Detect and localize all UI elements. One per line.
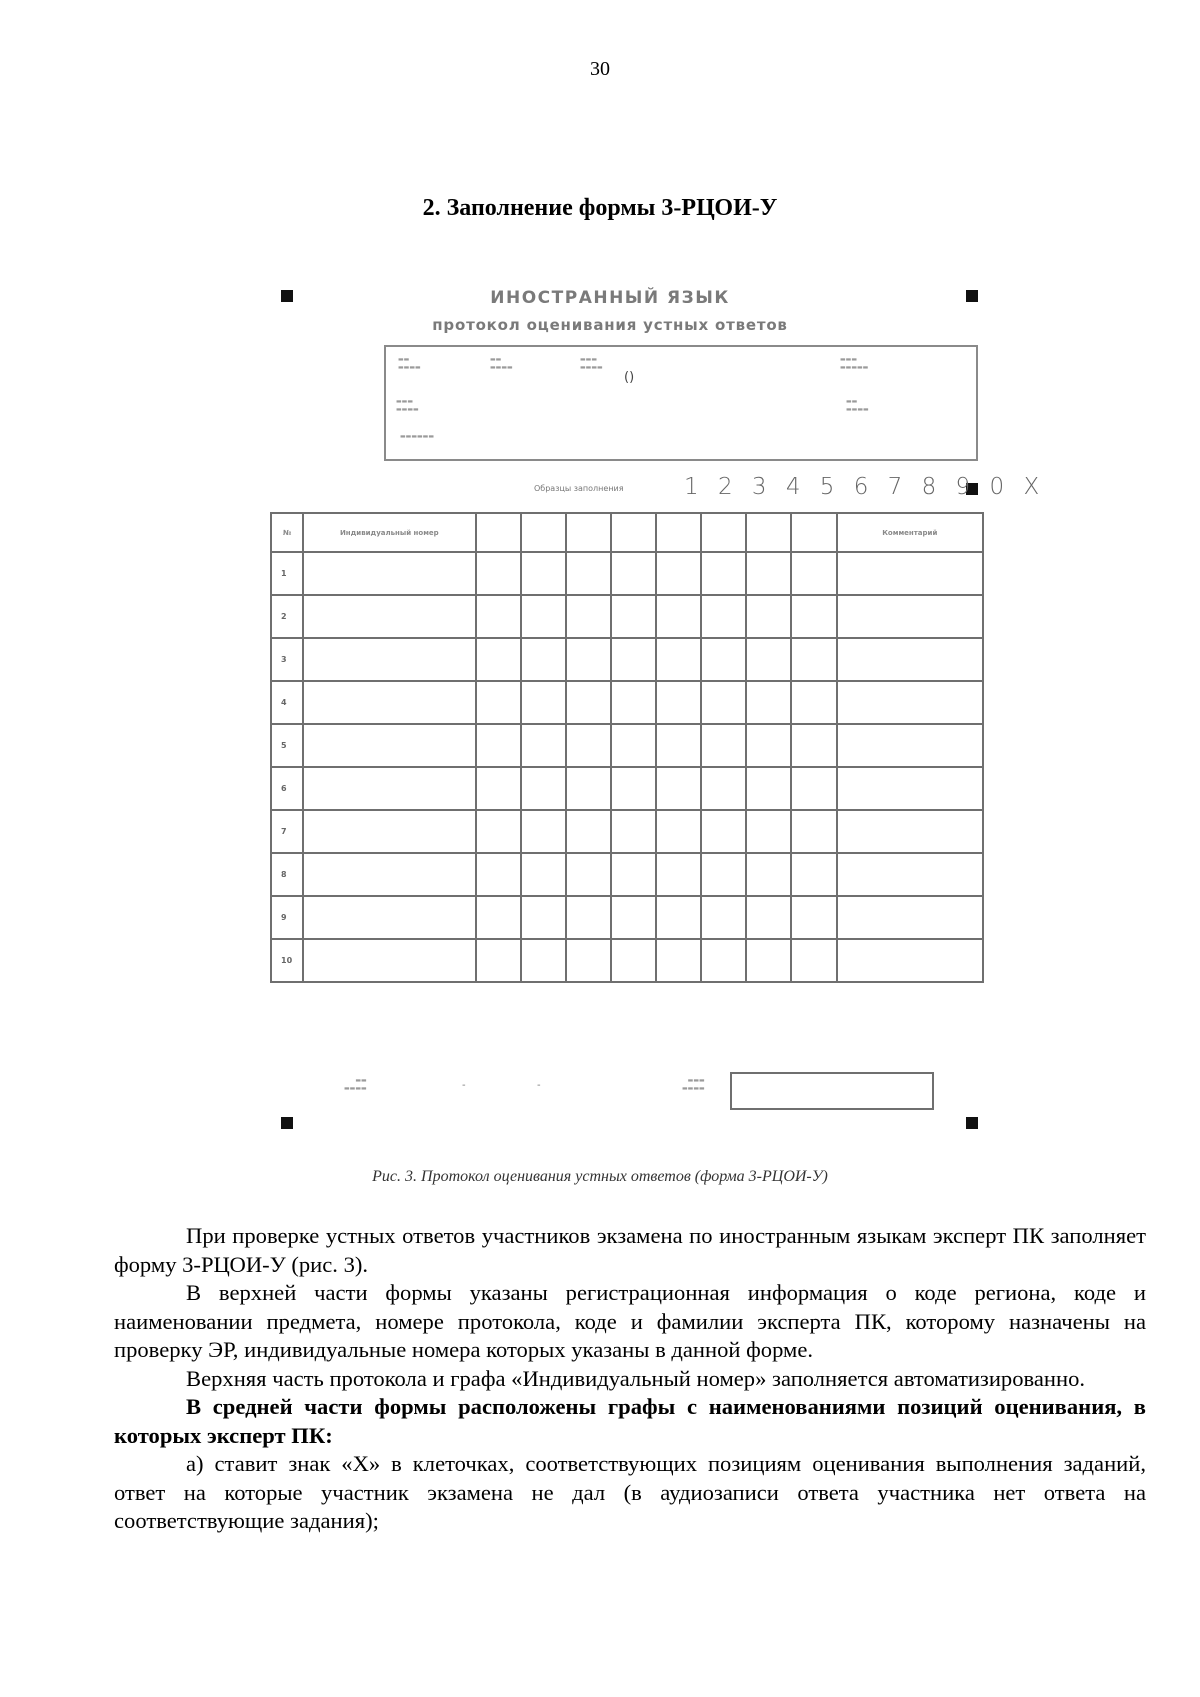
- score-cell: [476, 853, 521, 896]
- score-cell: [521, 681, 566, 724]
- comment-cell: [837, 767, 983, 810]
- corner-marker-bottom-left: [281, 1117, 293, 1129]
- row-number: 10: [271, 939, 303, 982]
- score-cell: [701, 896, 746, 939]
- score-cell: [701, 595, 746, 638]
- figure-caption: Рис. 3. Протокол оценивания устных ответов (форма 3-РЦОИ-У): [372, 1168, 828, 1185]
- score-cell: [701, 767, 746, 810]
- score-cell: [611, 939, 656, 982]
- score-cell: [476, 681, 521, 724]
- individual-number-cell: [303, 810, 475, 853]
- row-number: 2: [271, 595, 303, 638]
- comment-cell: [837, 552, 983, 595]
- header-individual-number: Индивидуальный номер: [303, 513, 475, 552]
- score-cell: [791, 896, 836, 939]
- score-cell: [566, 595, 611, 638]
- score-cell: [791, 595, 836, 638]
- score-cell: [791, 681, 836, 724]
- individual-number-cell: [303, 552, 475, 595]
- header-score-cell: [521, 513, 566, 552]
- paragraph: В верхней части формы указаны регистрационная информация о коде региона, коде и наименовании предмета, номере протокола, коде и фамилии эксперта ПК, которому назначены на проверку ЭР, индивидуальные номера которых указаны в данной форме.: [114, 1280, 1146, 1362]
- score-cell: [476, 939, 521, 982]
- score-cell: [521, 552, 566, 595]
- score-cell: [746, 939, 791, 982]
- form-subtitle: протокол оценивания устных ответов: [432, 316, 788, 334]
- score-cell: [566, 896, 611, 939]
- header-num: №: [271, 513, 303, 552]
- reg-field-label: ▬▬▬ ▬▬▬▬: [396, 398, 419, 413]
- score-cell: [611, 896, 656, 939]
- score-cell: [611, 595, 656, 638]
- score-cell: [656, 767, 701, 810]
- score-cell: [566, 939, 611, 982]
- score-cell: [746, 595, 791, 638]
- score-cell: [611, 810, 656, 853]
- score-cell: [566, 853, 611, 896]
- header-score-cell: [656, 513, 701, 552]
- comment-cell: [837, 724, 983, 767]
- header-comment: Комментарий: [837, 513, 983, 552]
- reg-parens: (): [624, 370, 635, 385]
- header-score-cell: [566, 513, 611, 552]
- score-cell: [656, 896, 701, 939]
- score-cell: [566, 638, 611, 681]
- score-cell: [476, 724, 521, 767]
- score-cell: [521, 896, 566, 939]
- table-row: [271, 638, 983, 681]
- form-title: ИНОСТРАННЫЙ ЯЗЫК: [490, 288, 730, 308]
- score-table: [270, 512, 984, 983]
- table-row: [271, 810, 983, 853]
- score-cell: [701, 724, 746, 767]
- score-cell: [746, 681, 791, 724]
- date-separator: -: [462, 1080, 466, 1091]
- score-cell: [746, 552, 791, 595]
- score-cell: [701, 552, 746, 595]
- corner-marker-bottom-right: [966, 1117, 978, 1129]
- table-header-row: [271, 513, 983, 552]
- table-row: [271, 724, 983, 767]
- score-cell: [656, 810, 701, 853]
- comment-cell: [837, 853, 983, 896]
- sample-label: Образцы заполнения: [534, 484, 624, 493]
- score-cell: [656, 595, 701, 638]
- score-cell: [566, 681, 611, 724]
- score-cell: [521, 810, 566, 853]
- individual-number-cell: [303, 681, 475, 724]
- score-cell: [476, 896, 521, 939]
- score-cell: [656, 638, 701, 681]
- comment-cell: [837, 896, 983, 939]
- header-score-cell: [476, 513, 521, 552]
- table-row: [271, 853, 983, 896]
- score-cell: [476, 638, 521, 681]
- row-number: 3: [271, 638, 303, 681]
- paragraph: При проверке устных ответов участников экзамена по иностранным языкам эксперт ПК заполняет форму 3-РЦОИ-У (рис. 3).: [114, 1223, 1146, 1277]
- comment-cell: [837, 681, 983, 724]
- score-cell: [566, 767, 611, 810]
- row-number: 4: [271, 681, 303, 724]
- table-row: [271, 767, 983, 810]
- score-cell: [746, 638, 791, 681]
- score-cell: [566, 724, 611, 767]
- score-cell: [656, 552, 701, 595]
- date-label: ▬▬ ▬▬▬▬: [344, 1077, 367, 1092]
- score-cell: [566, 552, 611, 595]
- comment-cell: [837, 638, 983, 681]
- individual-number-cell: [303, 638, 475, 681]
- score-cell: [701, 939, 746, 982]
- header-score-cell: [746, 513, 791, 552]
- signature-box: [730, 1072, 934, 1110]
- individual-number-cell: [303, 595, 475, 638]
- comment-cell: [837, 595, 983, 638]
- score-cell: [521, 853, 566, 896]
- score-cell: [791, 724, 836, 767]
- comment-cell: [837, 810, 983, 853]
- sample-digits: 1 2 3 4 5 6 7 8 9 0 X: [684, 474, 1046, 500]
- score-cell: [746, 853, 791, 896]
- score-cell: [701, 810, 746, 853]
- score-cell: [611, 552, 656, 595]
- signature-label: ▬▬▬ ▬▬▬▬: [682, 1077, 705, 1092]
- score-cell: [656, 681, 701, 724]
- individual-number-cell: [303, 767, 475, 810]
- score-cell: [791, 552, 836, 595]
- individual-number-cell: [303, 939, 475, 982]
- date-separator: -: [537, 1080, 541, 1091]
- paragraph: а) ставит знак «X» в клеточках, соответствующих позициям оценивания выполнения заданий, ответ на которые участник экзамена не дал (в аудиозаписи ответа участника нет ответа на соответствующие задания);: [114, 1451, 1146, 1533]
- score-cell: [521, 595, 566, 638]
- registration-box: [384, 345, 978, 461]
- score-cell: [611, 681, 656, 724]
- score-cell: [521, 724, 566, 767]
- score-cell: [476, 552, 521, 595]
- score-cell: [746, 724, 791, 767]
- score-cell: [746, 767, 791, 810]
- score-cell: [701, 853, 746, 896]
- row-number: 7: [271, 810, 303, 853]
- corner-marker-top-right: [966, 290, 978, 302]
- paragraph: Верхняя часть протокола и графа «Индивидуальный номер» заполняется автоматизированно.: [186, 1365, 1086, 1391]
- score-cell: [656, 853, 701, 896]
- score-cell: [791, 939, 836, 982]
- row-number: 1: [271, 552, 303, 595]
- table-row: [271, 595, 983, 638]
- header-score-cell: [611, 513, 656, 552]
- score-cell: [791, 638, 836, 681]
- individual-number-cell: [303, 896, 475, 939]
- row-number: 8: [271, 853, 303, 896]
- score-cell: [656, 724, 701, 767]
- reg-field-label: ▬▬▬▬▬▬: [400, 433, 435, 440]
- score-cell: [611, 853, 656, 896]
- score-cell: [746, 896, 791, 939]
- table-row: [271, 896, 983, 939]
- score-cell: [656, 939, 701, 982]
- score-cell: [476, 810, 521, 853]
- score-cell: [746, 810, 791, 853]
- reg-field-label: ▬▬▬ ▬▬▬▬▬: [840, 356, 869, 371]
- table-row: [271, 552, 983, 595]
- score-cell: [701, 638, 746, 681]
- score-cell: [476, 767, 521, 810]
- reg-field-label: ▬▬ ▬▬▬▬: [490, 356, 513, 371]
- body-text: [114, 1222, 1146, 1536]
- row-number: 5: [271, 724, 303, 767]
- reg-field-label: ▬▬ ▬▬▬▬: [846, 398, 869, 413]
- table-row: [271, 681, 983, 724]
- header-score-cell: [701, 513, 746, 552]
- comment-cell: [837, 939, 983, 982]
- score-cell: [791, 810, 836, 853]
- row-number: 6: [271, 767, 303, 810]
- reg-field-label: ▬▬ ▬▬▬▬: [398, 356, 421, 371]
- score-cell: [611, 724, 656, 767]
- section-title: 2. Заполнение формы 3-РЦОИ-У: [422, 195, 778, 221]
- row-number: 9: [271, 896, 303, 939]
- individual-number-cell: [303, 724, 475, 767]
- score-cell: [611, 638, 656, 681]
- page-number: 30: [590, 58, 610, 80]
- reg-field-label: ▬▬▬ ▬▬▬▬: [580, 356, 603, 371]
- paragraph-bold: В средней части формы расположены графы с наименованиями позиций оценивания, в которых эксперт ПК:: [114, 1394, 1146, 1448]
- score-cell: [701, 681, 746, 724]
- score-cell: [791, 767, 836, 810]
- score-cell: [476, 595, 521, 638]
- score-cell: [611, 767, 656, 810]
- score-cell: [521, 939, 566, 982]
- score-cell: [521, 767, 566, 810]
- header-score-cell: [791, 513, 836, 552]
- table-row: [271, 939, 983, 982]
- score-cell: [791, 853, 836, 896]
- score-cell: [521, 638, 566, 681]
- score-cell: [566, 810, 611, 853]
- individual-number-cell: [303, 853, 475, 896]
